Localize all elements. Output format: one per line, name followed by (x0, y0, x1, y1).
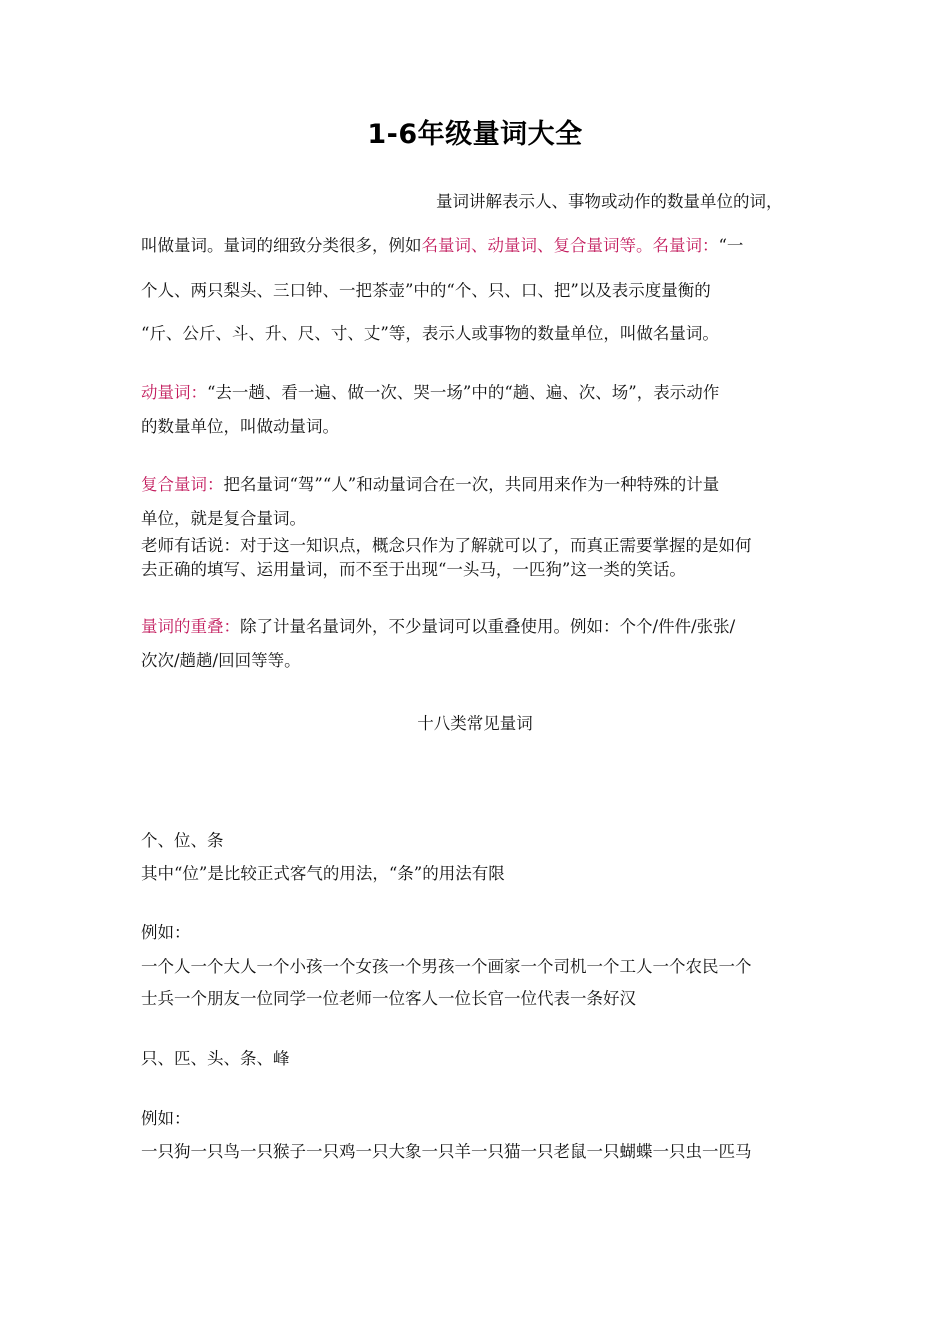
group2-example-line-1: 一只狗一只鸟一只猴子一只鸡一只大象一只羊一只猫一只老鼠一只蝴蝶一只虫一匹马 (141, 1142, 752, 1161)
page-title: 1-6年级量词大全 (367, 119, 583, 150)
intro-highlight: 名量词、动量词、复合量词等。名量词： (421, 236, 719, 255)
group2-heading: 只、匹、头、条、峰 (141, 1049, 290, 1068)
intro-line-1: 量词讲解表示人、事物或动作的数量单位的词， (436, 192, 783, 211)
compound-measure-text: 把名量词“驾”“人”和动量词合在一次，共同用来作为一种特殊的计量 (223, 475, 720, 494)
compound-measure-line-1 (141, 474, 719, 496)
group1-example-line-2: 士兵一个朋友一位同学一位老师一位客人一位长官一位代表一条好汉 (141, 989, 636, 1008)
teacher-note-line-1: 老师有话说：对于这一知识点，概念只作为了解就可以了，而真正需要掌握的是如何 (141, 536, 752, 555)
reduplication-text: 除了计量名量词外，不少量词可以重叠使用。例如：个个/件件/张张/ (240, 617, 736, 636)
intro-line-4: “斤、公斤、斗、升、尺、寸、丈”等，表示人或事物的数量单位，叫做名量词。 (141, 324, 719, 343)
verb-measure-label: 动量词： (141, 383, 207, 402)
group1-heading: 个、位、条 (141, 831, 224, 850)
compound-measure-line-2: 单位，就是复合量词。 (141, 509, 306, 528)
group2-example-label: 例如： (141, 1109, 191, 1128)
group1-example-label: 例如： (141, 923, 191, 942)
intro-line-2 (141, 235, 743, 257)
group1-example-line-1: 一个人一个大人一个小孩一个女孩一个男孩一个画家一个司机一个工人一个农民一个 (141, 957, 752, 976)
intro-line-2-end: “一 (718, 236, 744, 255)
verb-measure-line-2: 的数量单位，叫做动量词。 (141, 417, 339, 436)
intro-line-2-text: 叫做量词。量词的细致分类很多，例如 (141, 236, 422, 255)
compound-measure-label: 复合量词： (141, 475, 224, 494)
reduplication-line-1 (141, 616, 735, 638)
intro-line-3: 个人、两只梨头、三口钟、一把茶壶”中的“个、只、口、把”以及表示度量衡的 (141, 281, 711, 300)
reduplication-label: 量词的重叠： (141, 617, 240, 636)
verb-measure-text: “去一趟、看一遍、做一次、哭一场”中的“趟、遍、次、场”，表示动作 (207, 383, 720, 402)
section-heading: 十八类常见量词 (417, 714, 533, 733)
teacher-note-line-2: 去正确的填写、运用量词，而不至于出现“一头马，一匹狗”这一类的笑话。 (141, 560, 686, 579)
reduplication-line-2: 次次/趟趟/回回等等。 (141, 651, 301, 670)
group1-note: 其中“位”是比较正式客气的用法，“条”的用法有限 (141, 864, 505, 883)
verb-measure-line-1 (141, 382, 719, 404)
